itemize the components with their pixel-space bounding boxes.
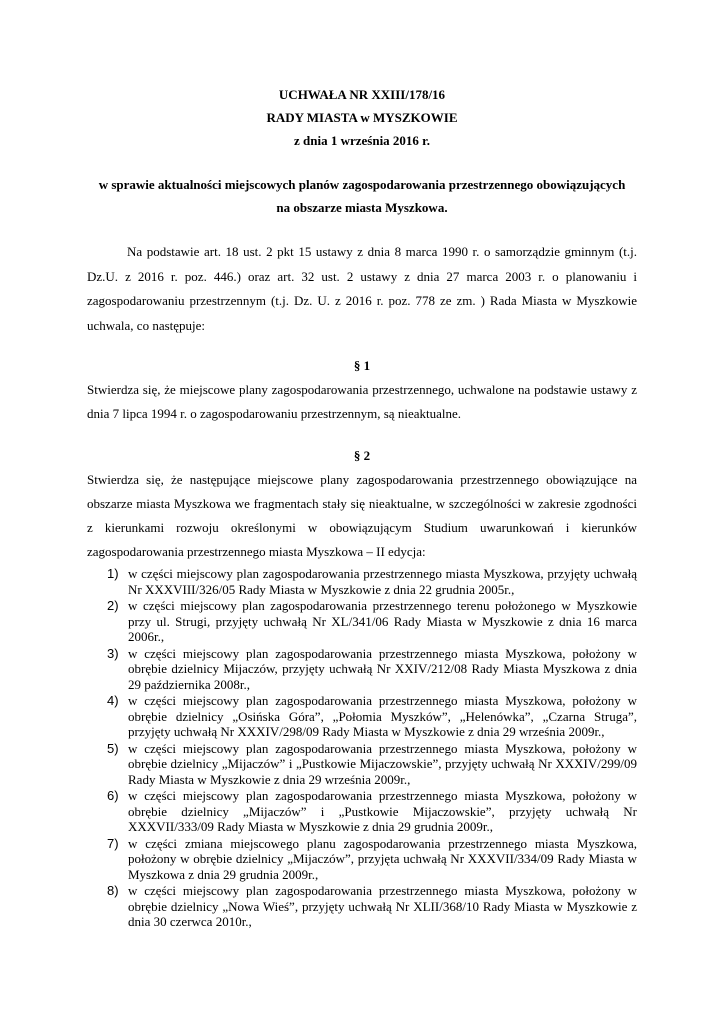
resolution-date: z dnia 1 września 2016 r. bbox=[293, 133, 431, 148]
section-2-text: Stwierdza się, że następujące miejscowe plany zagospodarowania przestrzennego obowiązujące na obszarze miasta Myszkowa we fragmentach stały się nieaktualne, w szczególności w zakresie zgodności z kierunkami rozwoju określonymi w obowiązującym Studium uwarunkowań i kierunków zagospodarowania przestrzennego miasta Myszkowa – II edycja: bbox=[87, 472, 637, 559]
plans-list bbox=[87, 566, 637, 930]
list-item bbox=[87, 566, 637, 597]
section-1-title: § 1 bbox=[353, 358, 371, 373]
list-item-text: w części miejscowy plan zagospodarowania przestrzennego miasta Myszkowa, położony w obrębie dzielnicy „Nowa Wieś”, przyjęty uchwałą Nr XLII/368/10 Rady Miasta w Myszkowie z dnia 30 czerwca 2010r., bbox=[128, 883, 637, 929]
list-item-number: 3) bbox=[107, 645, 119, 661]
list-item-number: 6) bbox=[107, 788, 119, 803]
list-item-number: 8) bbox=[107, 883, 119, 898]
list-item-number: 7) bbox=[107, 835, 119, 851]
list-item-text: w części miejscowy plan zagospodarowania przestrzennego miasta Myszkowa, położony w obrębie dzielnicy Mijaczów, przyjęty uchwałą Nr XXIV/212/08 Rady Miasta Myszkowa z dnia 29 października 2008r., bbox=[128, 645, 637, 692]
list-item bbox=[87, 836, 637, 883]
list-item-number: 2) bbox=[107, 598, 119, 613]
subject-line-2: na obszarze miasta Myszkowa. bbox=[276, 200, 448, 215]
subject-line-1: w sprawie aktualności miejscowych planów zagospodarowania przestrzennego obowiązujących bbox=[98, 177, 626, 192]
list-item bbox=[87, 646, 637, 693]
section-2-title: § 2 bbox=[353, 448, 371, 463]
list-item bbox=[87, 788, 637, 835]
resolution-number: UCHWAŁA NR XXIII/178/16 bbox=[278, 87, 446, 102]
list-item bbox=[87, 598, 637, 645]
list-item-text: w części miejscowy plan zagospodarowania przestrzennego miasta Myszkowa, położony w obrębie dzielnicy „Osińska Góra”, „Połomia Myszków”, „Helenówka”, „Czarna Struga”, przyjęty uchwałą Nr XXXIV/298/09 Rady Miasta w Myszkowie z dnia 29 września 2009r., bbox=[128, 693, 637, 739]
section-1 bbox=[87, 354, 637, 426]
list-item-text: w części zmiana miejscowego planu zagospodarowania przestrzennego miasta Myszkowa, położony w obrębie dzielnicy „Mijaczów”, przyjęta uchwałą Nr XXXVII/334/09 Rady Miasta w Myszkowa z dnia 29 grudnia 2009r., bbox=[128, 835, 637, 882]
section-1-text: Stwierdza się, że miejscowe plany zagospodarowania przestrzennego, uchwalone na podstawie ustawy z dnia 7 lipca 1994 r. o zagospodarowaniu przestrzennym, są nieaktualne. bbox=[87, 382, 637, 421]
list-item bbox=[87, 883, 637, 930]
resolution-subject bbox=[87, 173, 637, 219]
list-item-number: 1) bbox=[107, 566, 119, 581]
list-item-text: w części miejscowy plan zagospodarowania przestrzennego miasta Myszkowa, położony w obrębie dzielnicy „Mijaczów” i „Pustkowie Mijaczowskie”, przyjęty uchwałą Nr XXXVII/333/09 Rady Miasta w Myszkowie z dnia 29 grudnia 2009r., bbox=[128, 788, 637, 834]
list-item-number: 5) bbox=[107, 740, 119, 756]
list-item bbox=[87, 741, 637, 788]
council-name: RADY MIASTA w MYSZKOWIE bbox=[266, 110, 458, 125]
list-item-text: w części miejscowy plan zagospodarowania przestrzennego miasta Myszkowa, przyjęty uchwałą Nr XXXVIII/326/05 Rady Miasta w Myszkowie z dnia 22 grudnia 2005r., bbox=[128, 566, 637, 597]
legal-basis-paragraph: Na podstawie art. 18 ust. 2 pkt 15 ustawy z dnia 8 marca 1990 r. o samorządzie gminnym (t.j. Dz.U. z 2016 r. poz. 446.) oraz art. 32 ust. 2 ustawy z dnia 27 marca 2003 r. o planowaniu i zagospodarowaniu przestrzennym (t.j. Dz. U. z 2016 r. poz. 778 ze zm. ) Rada Miasta w Myszkowie uchwala, co następuje: bbox=[87, 244, 637, 333]
section-2 bbox=[87, 444, 637, 930]
resolution-header bbox=[87, 83, 637, 152]
list-item-number: 4) bbox=[107, 693, 119, 708]
list-item-text: w części miejscowy plan zagospodarowania przestrzennego miasta Myszkowa, położony w obrębie dzielnicy „Mijaczów” i „Pustkowie Mijaczowskie”, przyjęty uchwałą Nr XXXIV/299/09 Rady Miasta w Myszkowie z dnia 29 września 2009r., bbox=[128, 740, 637, 787]
list-item-text: w części miejscowy plan zagospodarowania przestrzennego terenu położonego w Myszkowie przy ul. Strugi, przyjęty uchwałą Nr XL/341/06 Rady Miasta w Myszkowie z dnia 16 marca 2006r., bbox=[128, 598, 637, 644]
list-item bbox=[87, 693, 637, 740]
